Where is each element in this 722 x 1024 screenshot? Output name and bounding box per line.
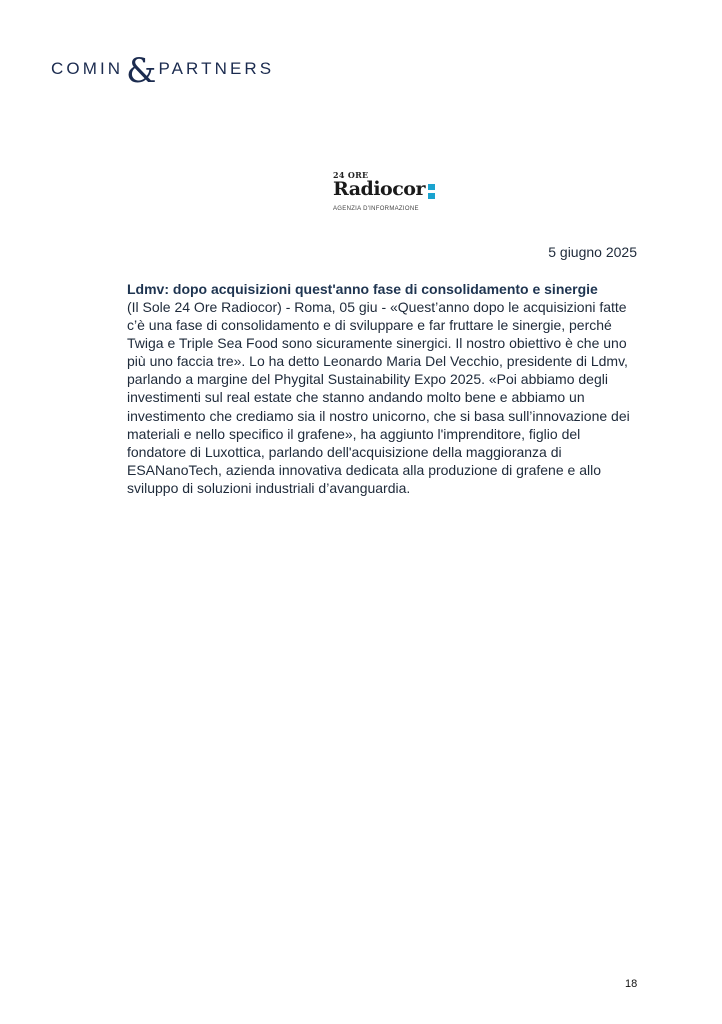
radiocor-subtitle: AGENZIA D'INFORMAZIONE (333, 206, 419, 212)
logo-word-comin: COMIN (51, 59, 124, 78)
radiocor-top-text: 24 ORE (333, 170, 369, 180)
article-body: (Il Sole 24 Ore Radiocor) - Roma, 05 giu - «Quest’anno dopo le acquisizioni fatte c’è una fase di consolidamento e di sviluppare e far fruttare le sinergie, perché Twiga e Triple Sea Food sono sicuramente sinergici. Il nostro obiettivo è che uno più uno faccia tre». Lo ha detto Leonardo Maria Del Vecchio, presidente di Ldmv, parlando a margine del Phygital Sustainability Expo 2025. «Poi abbiamo degli investimenti sul real estate che stanno andando molto bene e abbiamo un investimento che crediamo sia il nostro unicorno, che si basa sull’innovazione dei materiali e nello specifico il grafene», ha aggiunto l'imprenditore, figlio del fondatore di Luxottica, parlando dell'acquisizione della maggioranza di ESANanoTech, azienda innovativa dedicata alla produzione di grafene e allo sviluppo di soluzioni industriali d’avanguardia. (127, 299, 630, 496)
logo-ampersand: & (126, 51, 157, 91)
radiocor-colon-icon (428, 184, 436, 200)
comin-partners-logo (51, 51, 275, 91)
article-date: 5 giugno 2025 (548, 244, 637, 260)
radiocor-logo (333, 170, 443, 216)
logo-word-partners: PARTNERS (158, 59, 275, 78)
article (127, 280, 642, 497)
radiocor-name: Radiocor (333, 178, 425, 200)
page-number: 18 (625, 978, 638, 990)
article-headline: Ldmv: dopo acquisizioni quest'anno fase di consolidamento e sinergie (127, 281, 598, 297)
